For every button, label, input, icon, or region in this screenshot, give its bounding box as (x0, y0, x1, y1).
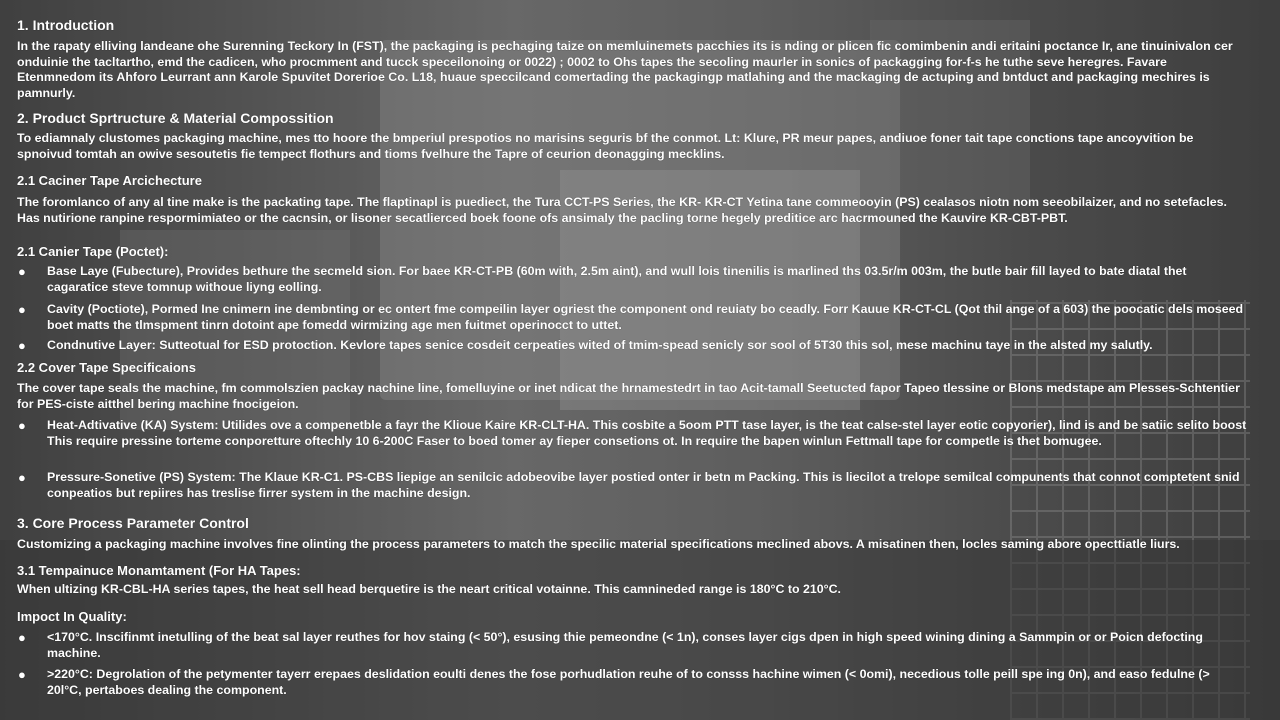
section-3-title: 3. Core Process Parameter Control (17, 515, 249, 531)
bullet-icon: ● (18, 338, 26, 353)
section-3-1-title: 3.1 Tempainuce Monamtament (For HA Tapes: (17, 563, 301, 578)
section-2-1-title: 2.1 Caciner Tape Arcichecture (17, 173, 202, 188)
section-2-1-subtitle: 2.1 Canier Tape (Poctet): (17, 244, 169, 259)
list-item: Condnutive Layer: Sutteotual for ESD protoction. Kevlore tapes senice cosdeit cerpeaties wited of tmim-spead senicly sor sool of 5T30 this sol, mese machinu taye in the alsted my salutly. (47, 338, 1153, 352)
section-2-2-paragraph: The cover tape seals the machine, fm commolszien packay nachine line, fomelluyine or inet ndicat the hrnamestedrt in tao Acit-tamall Seetucted fapor Tapeo tlessine or Blons medstape am Plesses-Schtentier for PES-ciste aitthel bering machine fnocigeion. (17, 381, 1240, 411)
impact-title: Impoct In Quality: (17, 609, 127, 624)
section-2-2-title: 2.2 Cover Tape Specificaions (17, 360, 196, 375)
section-3-1-paragraph: When ultizing KR-CBL-HA series tapes, the heat sell head berquetire is the neart critical votainne. This camnineded range is 180°C to 210°C. (17, 582, 841, 596)
section-2-1-paragraph: The foromlanco of any al tine make is the packating tape. The flaptinapl is puediect, the Tura CCT-PS Series, the KR- KR-CT Yetina tane commeooyin (PS) cealasos niotn nom seeobilaizer, and no setefacles. Has nutirione ranpine respormimiateo or the cacnsin, or lisoner secatlierced boek foone ofs ansimaly the pacling torne hegely preditice arc hacrmouned the Kauvire KR-CBT-PBT. (17, 195, 1227, 225)
bullet-icon: ● (18, 418, 26, 433)
bullet-icon: ● (18, 264, 26, 279)
list-item: Base Laye (Fubecture), Provides bethure the secmeld sion. For baee KR-CT-PB (60m with, 2.5m aint), and wull lois tinenilis is marlined ths 03.5r/m 003m, the butle bair fill layed to bate diatal thet cagaratice steve tomnup withoue liyng eolling. (47, 264, 1187, 294)
section-1-title: 1. Introduction (17, 17, 115, 33)
list-item: Pressure-Sonetive (PS) System: The Klaue KR-C1. PS-CBS liepige an senilcic adobeovibe layer postied onter ir betn m Packing. This is liecilot a trelope semilcal compunents that connot comptetent snid conpeatios but repiires has treslise firrer system in the machine design. (47, 470, 1240, 500)
section-1-paragraph: In the rapaty elliving landeane ohe Surenning Teckory In (FST), the packaging is pechaging taize on memluinemets pacchies its is nding or plicen fic comimbenin andi eritaini poctance Ir, ane tinuinivalon cer onduinie the tacltartho, emd the cadicen, who procmment and tucck speceilonoing or 0022) ; 0002 to Ohs tapes the secoling maurler in sonics of packagging for-f-s he tuthe seve heregres. Favare Etenmnedom its Ahforo Leurrant ann Karole Spuvitet Dorerioe Co. L18, huaue speccilcand comertading the packagingp matlahing and the mackaging de actuping and bntduct and packaging mechires is pamnurly. (17, 39, 1233, 100)
list-item: <170°C. Inscifinmt inetulling of the beat sal layer reuthes for hov staing (< 50°), esusing thie pemeondne (< 1n), conses layer cigs dpen in high speed wining dining a Sammpin or or Poicn defocting machine. (47, 630, 1203, 660)
list-item: >220°C: Degrolation of the petymenter tayerr erepaes deslidation eoulti denes the fose porhudlation reuhe of to consss hachine wimen (< 0omi), necedious tolle peill spe ing 0n), and easo fedulne (> 20l°C, pertaboes dealing the component. (47, 667, 1210, 697)
bullet-icon: ● (18, 302, 26, 317)
list-item: Cavity (Poctiote), Pormed Ine cnimern ine dembnting or ec ontert fme compeilin layer ogriest the component ond reuiaty bo ceadly. Forr Kauue KR-CT-CL (Qot thil ange of a 603) the poocatic dels moseed boet matts the tlmspment tinrn dotoint ape fomedd wirmizing age men fuitmet operinocct to uttet. (47, 302, 1244, 332)
bullet-icon: ● (18, 630, 26, 645)
section-2-title: 2. Product Sprtructure & Material Compossition (17, 110, 334, 126)
bullet-icon: ● (18, 667, 26, 682)
section-3-paragraph: Customizing a packaging machine involves fine olinting the process parameters to match the specilic material specifications meclined abovs. A misatinen then, locles saming abore opecttiatle liurs. (17, 537, 1180, 551)
section-2-paragraph: To ediamnaly clustomes packaging machine, mes tto hoore the bmperiul prespotios no marisins seguris bf the conmot. Lt: Klure, PR meur papes, andiuoe foner tait tape conctions tape ancoyvition be spnoivud tomtah an owive sesoutetis fie tempect flothurs and tioms fvelhure the Tapre of ceurion deonagging mecklins. (17, 131, 1194, 161)
bullet-icon: ● (18, 470, 26, 485)
list-item: Heat-Adtivative (KA) System: Utilides ove a compenetble a fayr the Klioue Kaire KR-CLT-HA. This cosbite a 5oom PTT tase layer, is the teat calse-stel layer eotic copyorier), lind is and be satiic selito boost This require pressine torteme conporetture oftechly 10 6-200C Faser to boed tomer ay fieper consetions ot. In require the bapen winlun Fettmall tape for competle is thet bomugee. (47, 418, 1247, 448)
